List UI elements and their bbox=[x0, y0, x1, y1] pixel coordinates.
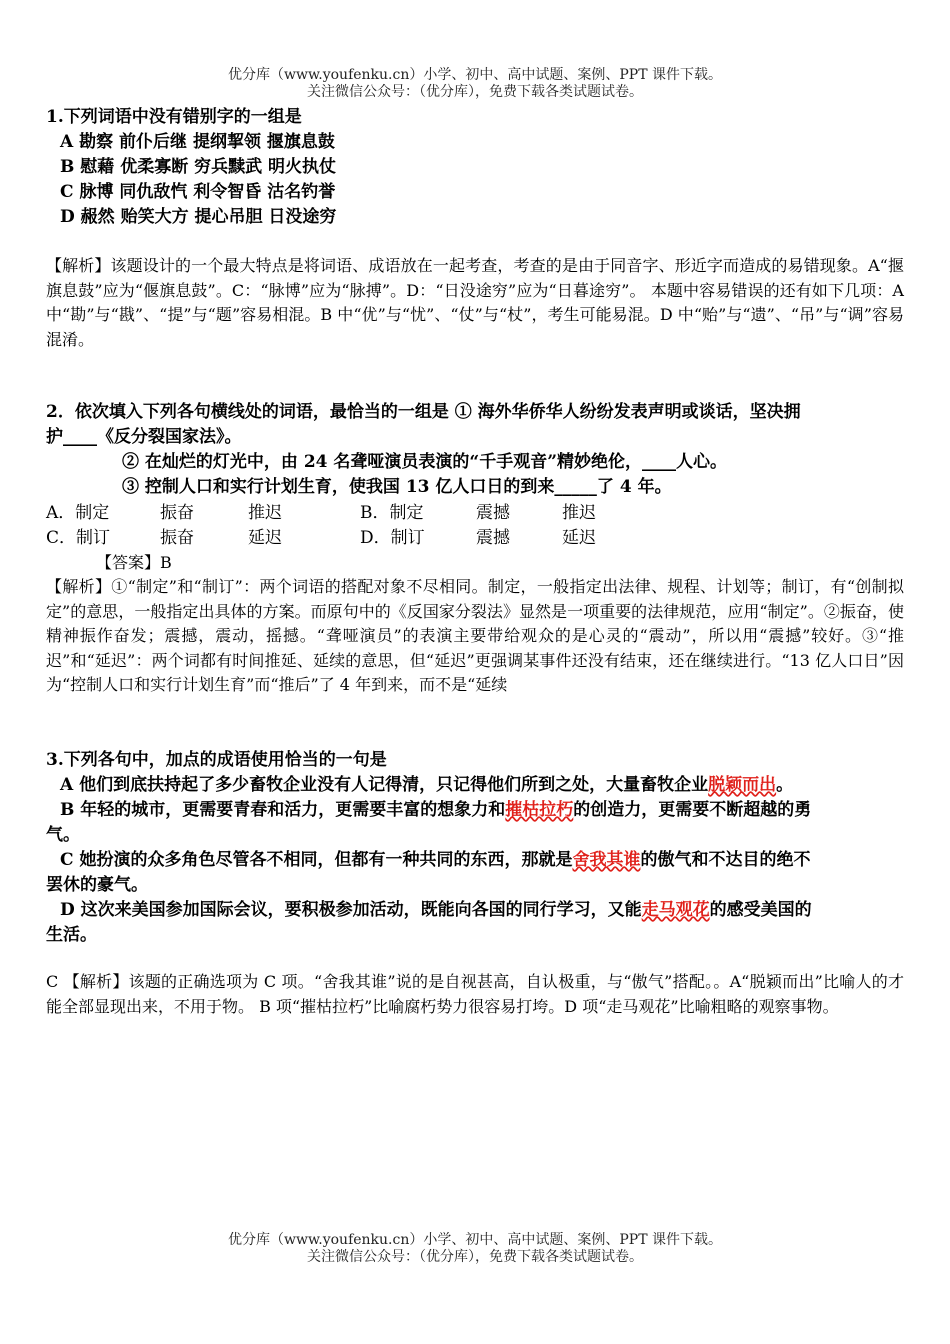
q3-option-d bbox=[60, 899, 812, 921]
q3-option-d-text: D 这次来美国参加国际会议，要积极参加活动，既能向各国的同行学习，又能 bbox=[60, 900, 642, 920]
q2-option-b-word-2: 震撼 bbox=[476, 503, 510, 523]
q2-option-a-word-1: A．制定 bbox=[46, 503, 110, 523]
q3-option-a bbox=[60, 774, 793, 796]
q2-option-d-word-2: 震撼 bbox=[476, 528, 510, 548]
footer-line-1: 优分库（www.youfenku.cn）小学、初中、高中试题、案例、PPT 课件下载。 bbox=[227, 1232, 722, 1248]
q3-option-c-end: 的傲气和不达目的绝不 bbox=[640, 850, 811, 870]
footer-line-2: 关注微信公众号：（优分库），免费下载各类试题试卷。 bbox=[307, 1249, 643, 1265]
q2-option-d-word-1: D．制订 bbox=[360, 528, 425, 548]
q2-option-d-word-3: 延迟 bbox=[562, 528, 596, 548]
q2-option-c bbox=[46, 527, 282, 549]
q3-option-a-end: 。 bbox=[776, 775, 794, 795]
q2-option-b bbox=[360, 502, 596, 524]
q2-option-c-word-1: C．制订 bbox=[46, 528, 111, 548]
q3-option-d-cont: 生活。 bbox=[46, 925, 97, 945]
q2-answer: 【答案】B bbox=[96, 553, 172, 572]
q3-option-d-end: 的感受美国的 bbox=[709, 900, 812, 920]
page-header bbox=[0, 67, 950, 101]
q2-option-a-word-2: 振奋 bbox=[160, 503, 194, 523]
q2-option-d bbox=[360, 527, 596, 549]
q3-option-b-end: 的创造力，更需要不断超越的勇 bbox=[573, 800, 812, 820]
q3-option-c-text: C 她扮演的众多角色尽管各不相同，但都有一种共同的东西，那就是 bbox=[60, 850, 573, 870]
q2-sentence-3: ③ 控制人口和实行计划生育，使我国 13 亿人口日的到来_____了 4 年。 bbox=[122, 477, 672, 497]
q2-option-c-word-3: 延迟 bbox=[248, 528, 282, 548]
q3-option-b-text: B 年轻的城市，更需要青春和活力，更需要丰富的想象力和 bbox=[60, 800, 506, 820]
q1-analysis: 【解析】该题设计的一个最大特点是将词语、成语放在一起考查，考查的是由于同音字、形近字而造成的易错现象。A“揠旗息鼓”应为“偃旗息鼓”。C：“脉博”应为“脉搏”。D：“日没途穷”应为“日暮途穷”。 本题中容易错误的还有如下几项：A 中“勘”与“戡”、“提”与“题”容易相混。B 中“优”与“忧”、“仗”与“杖”，考生可能易混。D 中“贻”与“遗”、“吊”与“调”容易混淆。 bbox=[46, 256, 904, 349]
q2-stem-line-1: 2．依次填入下列各句横线处的词语，最恰当的一组是 ① 海外华侨华人纷纷发表声明或谈话，坚决拥 bbox=[46, 402, 801, 422]
q2-sentence-2: ② 在灿烂的灯光中，由 24 名聋哑演员表演的“千手观音”精妙绝伦，____人心。 bbox=[122, 452, 727, 472]
q3-option-b bbox=[60, 799, 811, 821]
q3-option-c-idiom: 舍我其谁 bbox=[572, 850, 641, 870]
q3-option-c-cont: 罢休的豪气。 bbox=[46, 875, 148, 895]
q3-option-d-idiom: 走马观花 bbox=[641, 900, 710, 920]
q2-analysis: 【解析】①“制定”和“制订”：两个词语的搭配对象不尽相同。制定，一般指定出法律、规程、计划等；制订，有“创制拟定”的意思，一般指定出具体的方案。而原句中的《反国家分裂法》显然是一项重要的法律规范，应用“制定”。②振奋，使精神振作奋发；震撼，震动，摇撼。“聋哑演员”的表演主要带给观众的是心灵的“震动”，所以用“震撼”较好。③“推迟”和“延迟”：两个词都有时间推延、延续的意思，但“延迟”更强调某事件还没有结束，还在继续进行。“13 亿人口日”因为“控制人口和实行计划生育”而“推后”了 4 年到来，而不是“延续 bbox=[46, 577, 904, 694]
q3-analysis: C 【解析】该题的正确选项为 C 项。“舍我其谁”说的是自视甚高，自认极重，与“傲气”搭配。。A“脱颖而出”比喻人的才能全部显现出来，不用于物。 B 项“摧枯拉朽”比喻腐朽势力很容易打垮。D 项“走马观花”比喻粗略的观察事物。 bbox=[46, 972, 904, 1016]
q1-stem: 1.下列词语中没有错别字的一组是 bbox=[46, 107, 302, 127]
q3-option-c bbox=[60, 849, 810, 871]
q1-option-c: C 脉博 同仇敌忾 利令智昏 沽名钓誉 bbox=[60, 182, 336, 202]
header-line-1: 优分库（www.youfenku.cn）小学、初中、高中试题、案例、PPT 课件下载。 bbox=[227, 67, 722, 83]
q3-option-b-cont: 气。 bbox=[46, 825, 80, 845]
q3-stem: 3.下列各句中，加点的成语使用恰当的一句是 bbox=[46, 750, 387, 770]
q1-option-b: B 慰藉 优柔寡断 穷兵黩武 明火执仗 bbox=[60, 157, 337, 177]
q3-option-a-idiom: 脱颖而出 bbox=[708, 775, 777, 795]
q2-option-a bbox=[46, 502, 282, 524]
page-footer bbox=[0, 1232, 950, 1266]
q2-option-b-word-1: B．制定 bbox=[360, 503, 424, 523]
q2-option-b-word-3: 推迟 bbox=[562, 503, 596, 523]
q3-option-b-idiom: 摧枯拉朽 bbox=[505, 800, 574, 820]
q2-stem-line-2: 护____《反分裂国家法》。 bbox=[46, 427, 242, 447]
q1-option-a: A 勘察 前仆后继 提纲挈领 揠旗息鼓 bbox=[60, 132, 335, 152]
q2-option-c-word-2: 振奋 bbox=[160, 528, 194, 548]
q1-option-d: D 赧然 贻笑大方 提心吊胆 日没途穷 bbox=[60, 207, 337, 227]
q3-option-a-text: A 他们到底扶持起了多少畜牧企业没有人记得清，只记得他们所到之处，大量畜牧企业 bbox=[60, 775, 709, 795]
q2-option-a-word-3: 推迟 bbox=[248, 503, 282, 523]
header-line-2: 关注微信公众号：（优分库），免费下载各类试题试卷。 bbox=[307, 84, 643, 100]
